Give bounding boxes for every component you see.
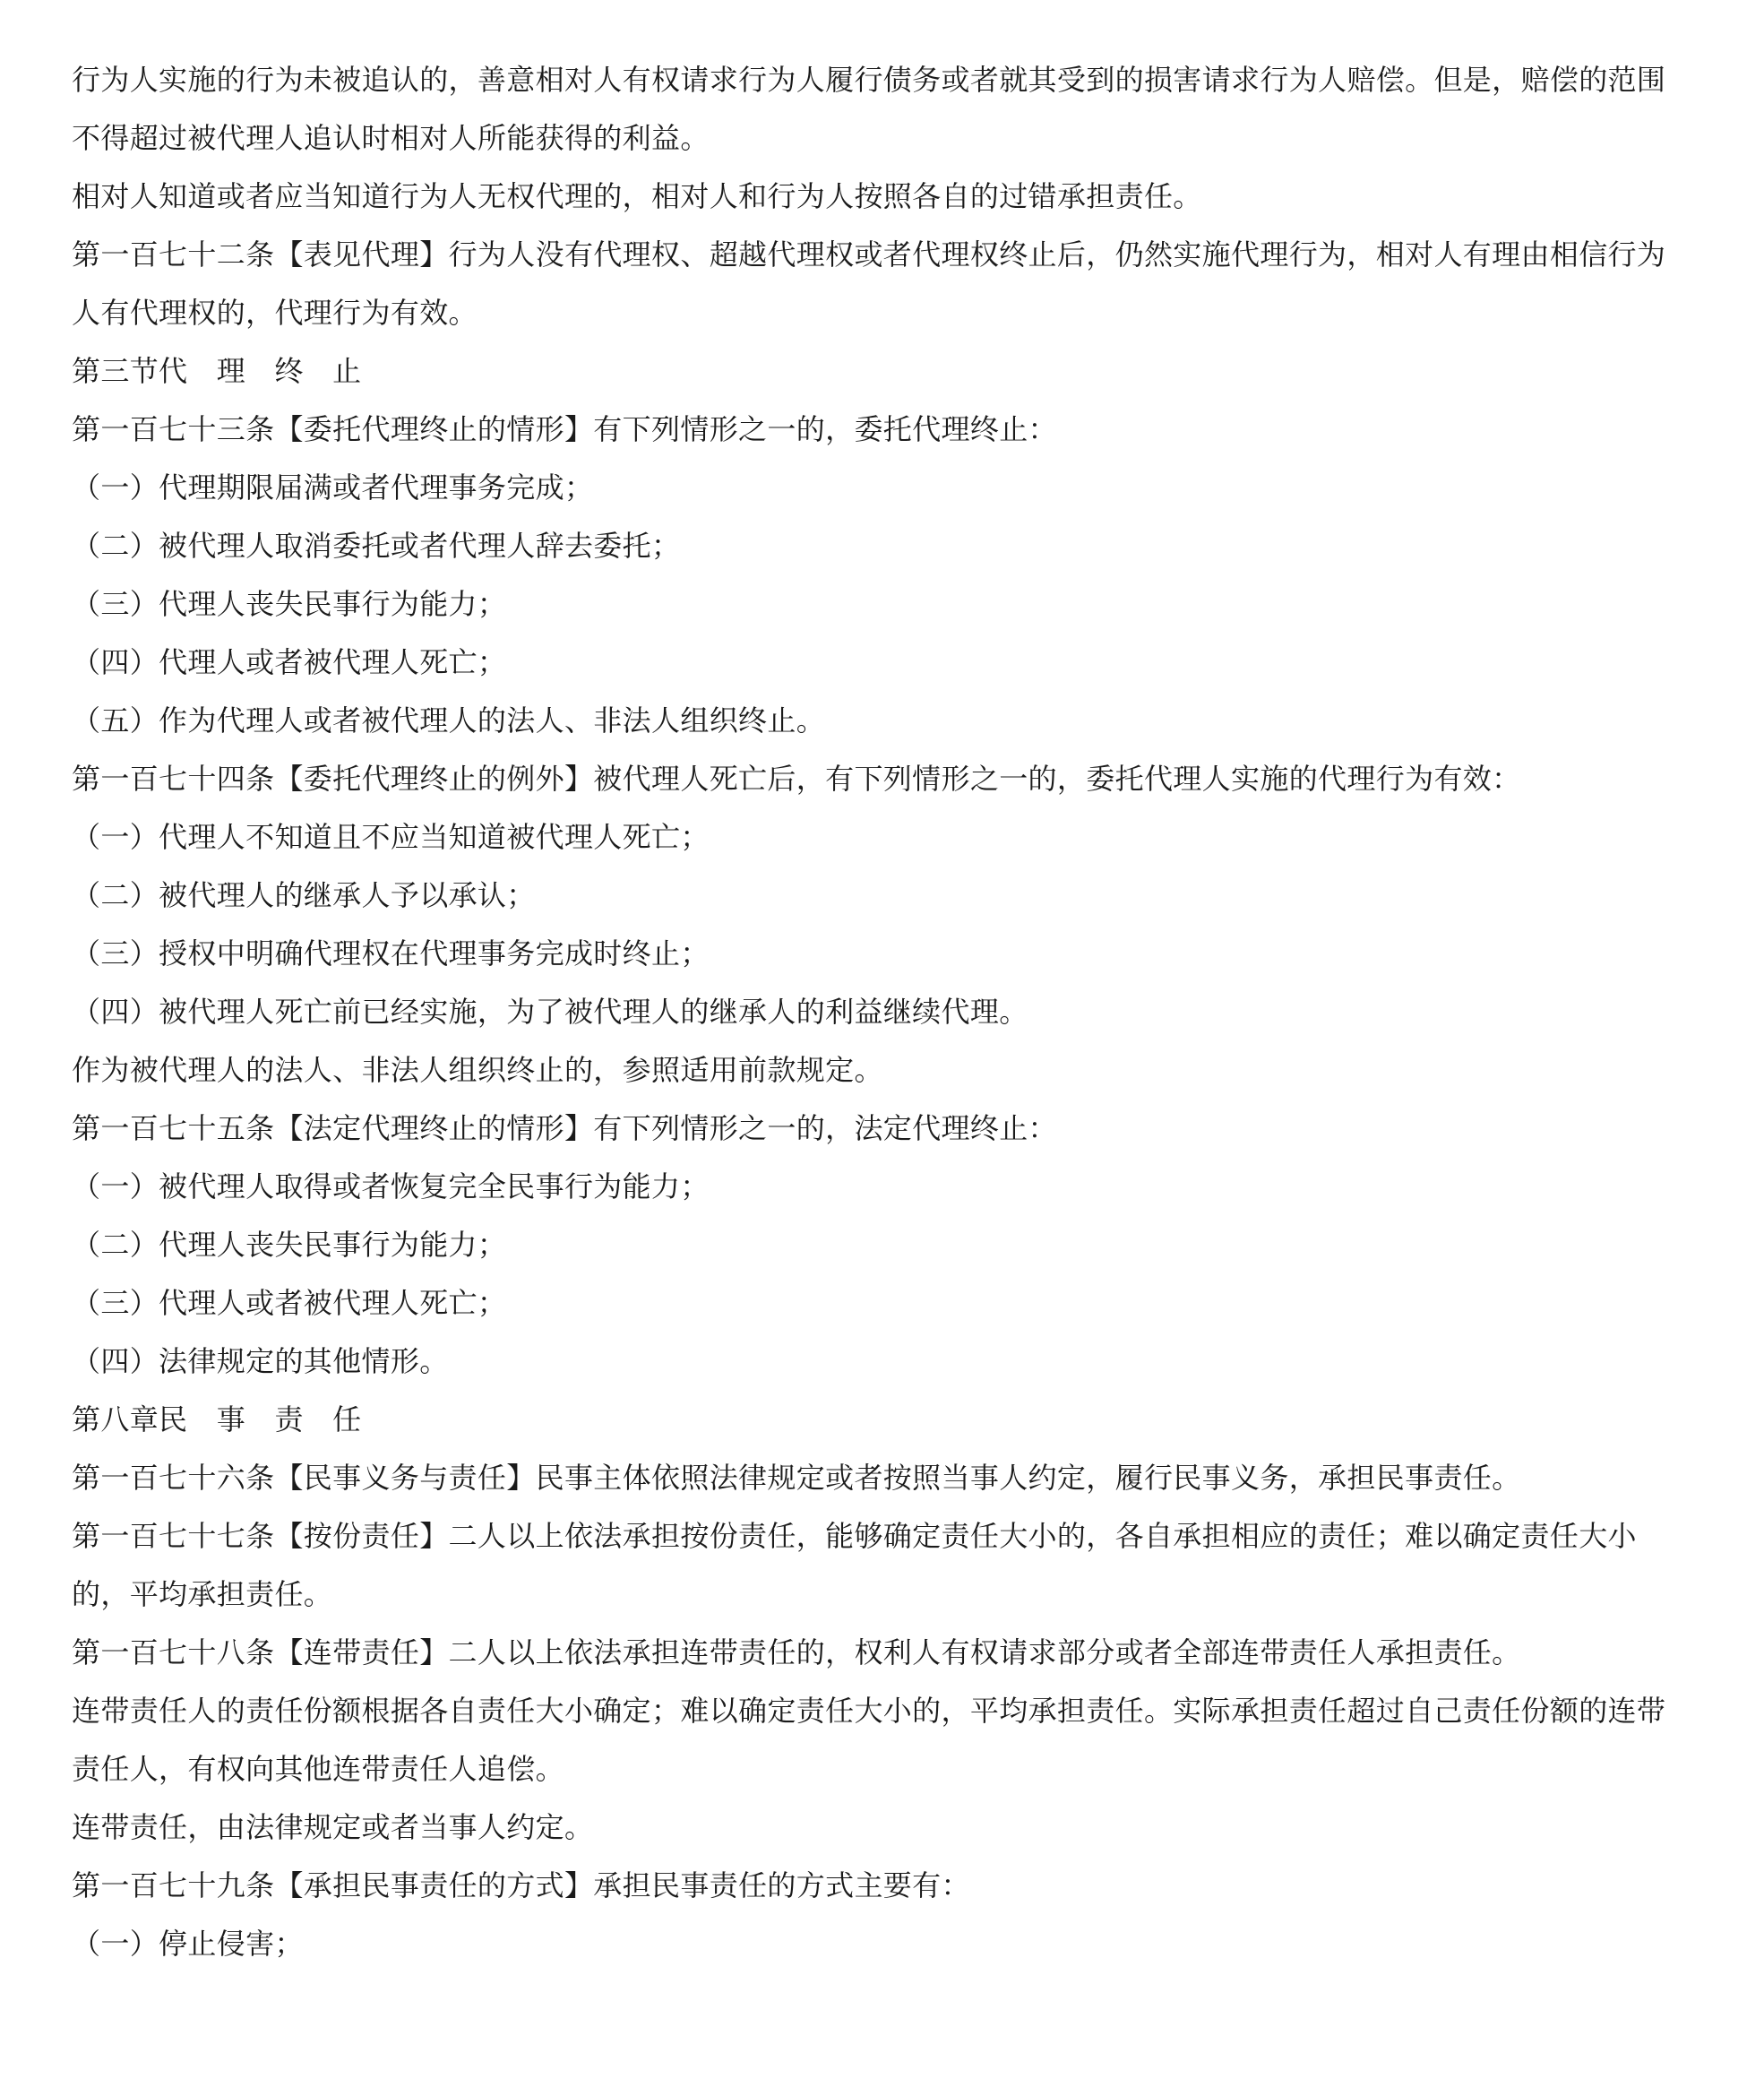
list-item: （三）授权中明确代理权在代理事务完成时终止；	[72, 936, 710, 970]
list-item: （一）代理人不知道且不应当知道被代理人死亡；	[72, 820, 710, 854]
list-item: （一）停止侵害；	[72, 1927, 304, 1961]
list-item: （二）代理人丧失民事行为能力；	[72, 1228, 507, 1262]
list-item: （四）被代理人死亡前已经实施，为了被代理人的继承人的利益继续代理。	[72, 995, 1028, 1029]
paragraph-fault-sharing: 相对人知道或者应当知道行为人无权代理的，相对人和行为人按照各自的过错承担责任。	[72, 179, 1202, 213]
list-item: （三）代理人或者被代理人死亡；	[72, 1286, 507, 1320]
list-item: （五）作为代理人或者被代理人的法人、非法人组织终止。	[72, 703, 826, 737]
list-item: （四）法律规定的其他情形。	[72, 1344, 449, 1378]
article-174: 第一百七十四条【委托代理终止的例外】被代理人死亡后，有下列情形之一的，委托代理人实施的代理行为有效：	[72, 762, 1521, 796]
list-item: （一）代理期限届满或者代理事务完成；	[72, 470, 594, 505]
article-175: 第一百七十五条【法定代理终止的情形】有下列情形之一的，法定代理终止：	[72, 1111, 1057, 1145]
article-179: 第一百七十九条【承担民事责任的方式】承担民事责任的方式主要有：	[72, 1868, 970, 1902]
article-178: 第一百七十八条【连带责任】二人以上依法承担连带责任的，权利人有权请求部分或者全部连带责任人承担责任。	[72, 1635, 1521, 1669]
paragraph-joint-liability-source: 连带责任，由法律规定或者当事人约定。	[72, 1810, 594, 1844]
article-172: 第一百七十二条【表见代理】行为人没有代理权、超越代理权或者代理权终止后，仍然实施代理行为，相对人有理由相信行为人有代理权的，代理行为有效。	[72, 237, 1666, 330]
article-176: 第一百七十六条【民事义务与责任】民事主体依照法律规定或者按照当事人约定，履行民事义务，承担民事责任。	[72, 1461, 1521, 1495]
paragraph-legal-person-termination: 作为被代理人的法人、非法人组织终止的，参照适用前款规定。	[72, 1053, 883, 1087]
article-177: 第一百七十七条【按份责任】二人以上依法承担按份责任，能够确定责任大小的，各自承担相应的责任；难以确定责任大小的，平均承担责任。	[72, 1519, 1637, 1611]
list-item: （四）代理人或者被代理人死亡；	[72, 645, 507, 679]
list-item: （三）代理人丧失民事行为能力；	[72, 587, 507, 621]
paragraph-liability-of-actor: 行为人实施的行为未被追认的，善意相对人有权请求行为人履行债务或者就其受到的损害请求行为人赔偿。但是，赔偿的范围不得超过被代理人追认时相对人所能获得的利益。	[72, 63, 1666, 155]
paragraph-joint-liability-shares: 连带责任人的责任份额根据各自责任大小确定；难以确定责任大小的，平均承担责任。实际承担责任超过自己责任份额的连带责任人，有权向其他连带责任人追偿。	[72, 1694, 1666, 1786]
list-item: （二）被代理人的继承人予以承认；	[72, 878, 536, 912]
list-item: （二）被代理人取消委托或者代理人辞去委托；	[72, 529, 681, 563]
chapter-heading-civil-liability: 第八章民 事 责 任	[72, 1402, 362, 1436]
article-173: 第一百七十三条【委托代理终止的情形】有下列情形之一的，委托代理终止：	[72, 412, 1057, 446]
list-item: （一）被代理人取得或者恢复完全民事行为能力；	[72, 1169, 710, 1203]
section-heading-termination: 第三节代 理 终 止	[72, 354, 362, 388]
document-page	[72, 51, 1693, 1973]
